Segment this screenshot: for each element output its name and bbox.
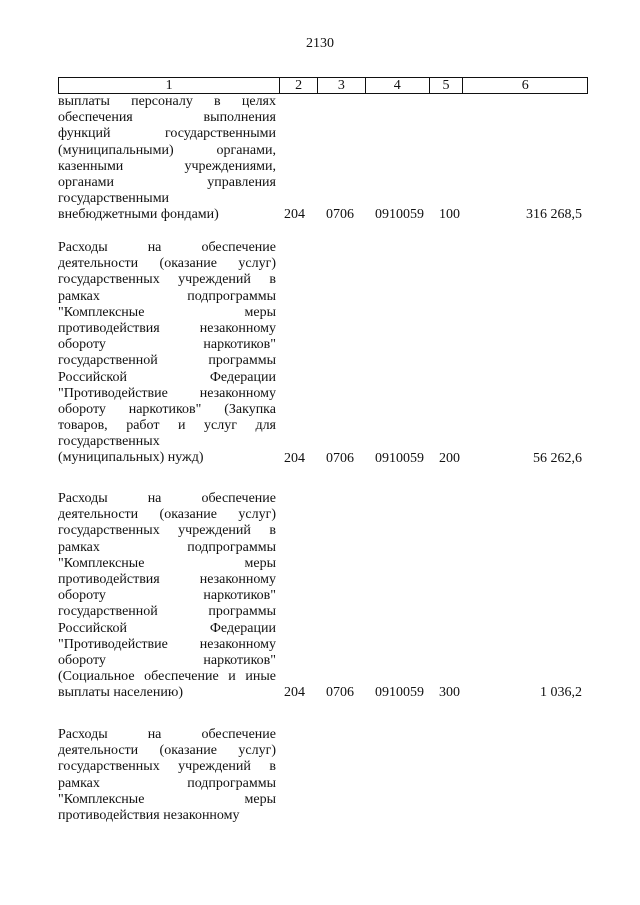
row-description (58, 240, 276, 467)
description-line: государственными (58, 191, 170, 207)
amount: 316 268,5 (526, 207, 582, 223)
description-line: (муниципальными) органами, (58, 142, 276, 158)
description-line: обороту наркотиков" (58, 337, 276, 353)
description-line: Расходы на обеспечение (58, 240, 276, 255)
description-line: обороту наркотиков" (58, 588, 276, 604)
description-line: государственной программы (58, 353, 276, 369)
description-line: органами управления (58, 174, 276, 190)
description-line: (Социальное обеспечение и иные (58, 669, 276, 685)
amount: 1 036,2 (540, 685, 582, 701)
section-code: 0706 (326, 685, 354, 701)
description-line: "Комплексные меры (58, 791, 276, 807)
description-line: Российской Федерации (58, 620, 276, 636)
description-line: (муниципальных) нужд) (58, 450, 204, 466)
section-code: 0706 (326, 207, 354, 223)
target-article-code: 0910059 (375, 450, 424, 466)
header-col-3: 3 (318, 78, 366, 93)
ministry-code: 204 (284, 207, 305, 223)
page-number: 2130 (306, 36, 334, 51)
description-line: государственной программы (58, 604, 276, 620)
expense-type-code: 100 (439, 207, 460, 223)
description-line: Расходы на обеспечение (58, 727, 276, 742)
target-article-code: 0910059 (375, 685, 424, 701)
description-line: выплаты населению) (58, 685, 183, 701)
description-line: деятельности (оказание услуг) (58, 507, 276, 523)
description-line: государственных (58, 434, 160, 450)
description-line: противодействия незаконному (58, 320, 276, 336)
description-line: Российской Федерации (58, 369, 276, 385)
target-article-code: 0910059 (375, 207, 424, 223)
description-line: рамках подпрограммы (58, 539, 276, 555)
description-line: противодействия незаконному (58, 571, 276, 587)
description-line: выплаты персоналу в целях (58, 94, 276, 109)
description-line: деятельности (оказание услуг) (58, 256, 276, 272)
description-line: Расходы на обеспечение (58, 491, 276, 506)
section-code: 0706 (326, 450, 354, 466)
ministry-code: 204 (284, 450, 305, 466)
description-line: внебюджетными фондами) (58, 207, 219, 223)
row-description (58, 491, 276, 701)
description-line: деятельности (оказание услуг) (58, 743, 276, 759)
header-col-2: 2 (280, 78, 318, 93)
row-description (58, 94, 276, 224)
description-line: обороту наркотиков" (Закупка (58, 401, 276, 417)
expense-type-code: 200 (439, 450, 460, 466)
expense-type-code: 300 (439, 685, 460, 701)
row-description (58, 727, 276, 824)
header-col-6: 6 (521, 78, 529, 93)
description-line: обороту наркотиков" (58, 652, 276, 668)
description-line: государственных учреждений в (58, 272, 276, 288)
description-line: функций государственными (58, 126, 276, 142)
description-line: "Противодействие незаконному (58, 385, 276, 401)
description-line: "Противодействие незаконному (58, 636, 276, 652)
ministry-code: 204 (284, 685, 305, 701)
amount: 56 262,6 (533, 450, 582, 466)
description-line: "Комплексные меры (58, 304, 276, 320)
description-line: обеспечения выполнения (58, 110, 276, 126)
header-col-5: 5 (430, 78, 464, 93)
header-col-1: 1 (59, 78, 280, 93)
header-col-4: 4 (366, 78, 430, 93)
description-line: рамках подпрограммы (58, 775, 276, 791)
description-line: противодействия незаконному (58, 807, 240, 823)
description-line: казенными учреждениями, (58, 158, 276, 174)
description-line: государственных учреждений в (58, 523, 276, 539)
description-line: государственных учреждений в (58, 759, 276, 775)
table-header (58, 77, 588, 94)
description-line: товаров, работ и услуг для (58, 418, 276, 434)
description-line: "Комплексные меры (58, 555, 276, 571)
description-line: рамках подпрограммы (58, 288, 276, 304)
